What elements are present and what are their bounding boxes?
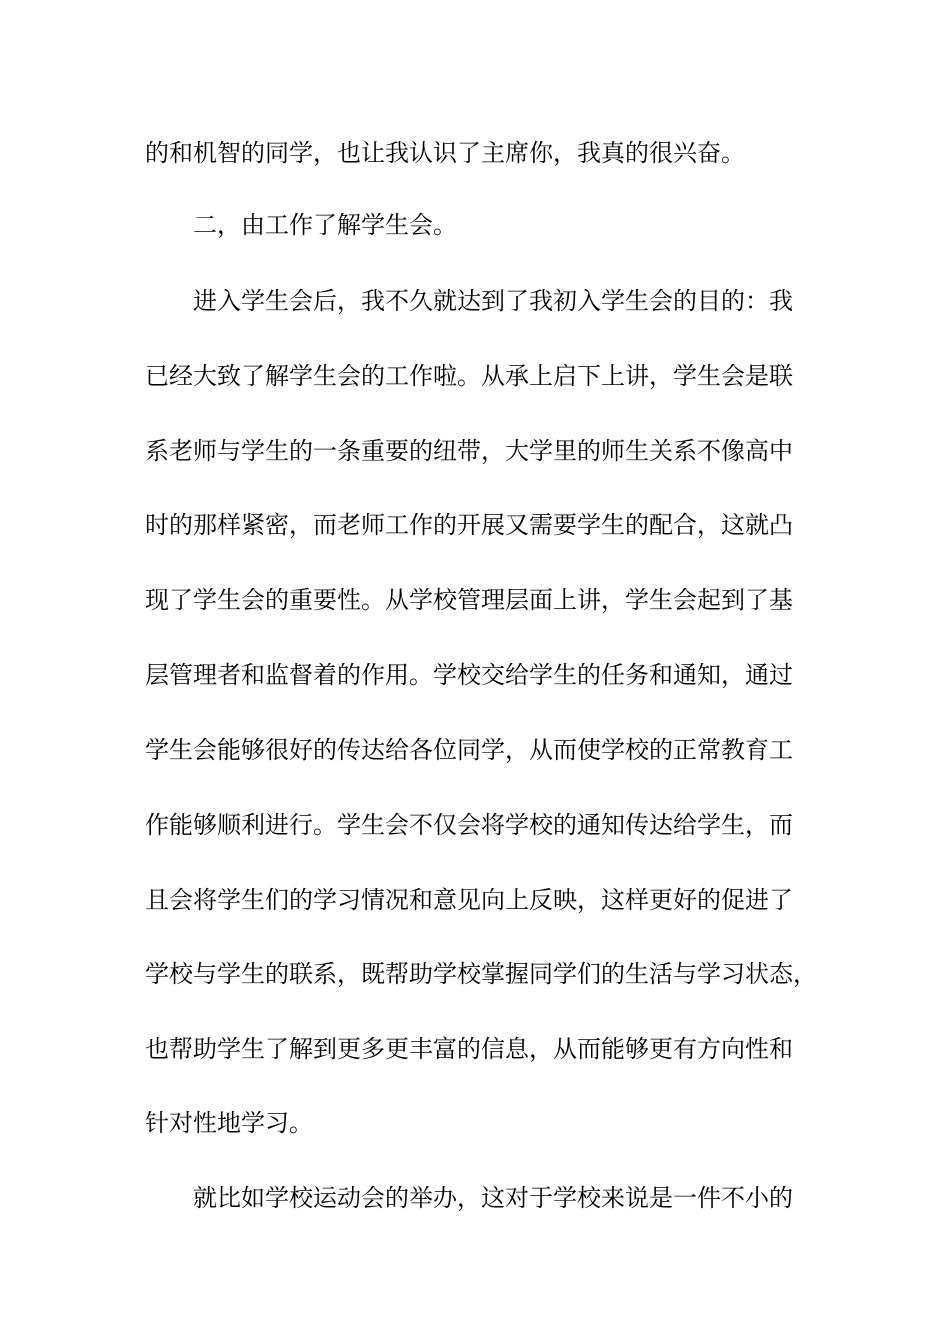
text-line: 且会将学生们的学习情况和意见向上反映，这样更好的促进了 <box>145 886 793 914</box>
section-heading: 二，由工作了解学生会。 <box>193 211 457 239</box>
text-line: 层管理者和监督着的作用。学校交给学生的任务和通知，通过 <box>145 661 793 689</box>
text-line: 作能够顺利进行。学生会不仅会将学校的通知传达给学生，而 <box>145 811 793 839</box>
text-line: 现了学生会的重要性。从学校管理层面上讲，学生会起到了基 <box>145 586 793 614</box>
text-line: 就比如学校运动会的举办，这对于学校来说是一件不小的 <box>193 1184 793 1212</box>
text-line: 针对性地学习。 <box>145 1109 313 1137</box>
text-line: 学生会能够很好的传达给各位同学，从而使学校的正常教育工 <box>145 736 793 764</box>
text-line: 已经大致了解学生会的工作啦。从承上启下上讲，学生会是联 <box>145 362 793 390</box>
text-line: 进入学生会后，我不久就达到了我初入学生会的目的：我 <box>193 287 793 315</box>
text-line: 也帮助学生了解到更多更丰富的信息，从而能够更有方向性和 <box>145 1035 793 1063</box>
text-line: 的和机智的同学，也让我认识了主席你，我真的很兴奋。 <box>145 139 745 167</box>
text-line: 学校与学生的联系，既帮助学校掌握同学们的生活与学习状态， <box>145 960 817 988</box>
text-line: 系老师与学生的一条重要的纽带，大学里的师生关系不像高中 <box>145 437 793 465</box>
text-line: 时的那样紧密，而老师工作的开展又需要学生的配合，这就凸 <box>145 511 793 539</box>
